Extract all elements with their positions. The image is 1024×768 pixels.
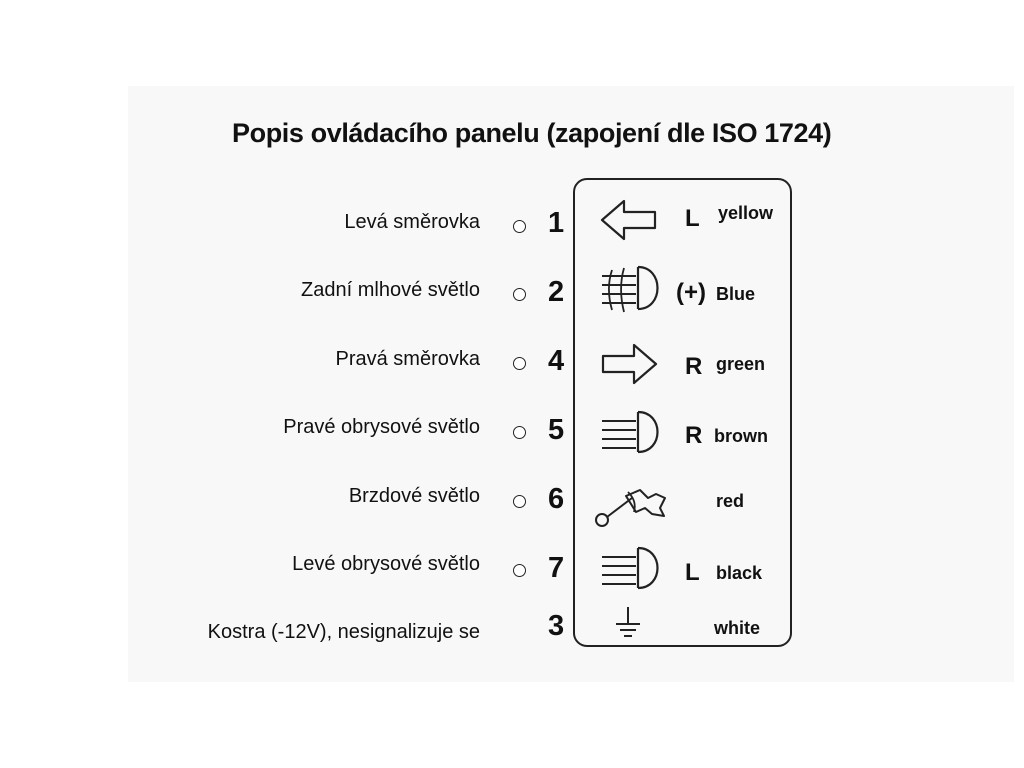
- arrow-left-icon: [598, 197, 660, 243]
- row-label-4: Pravá směrovka: [335, 348, 480, 370]
- wire-color-6: red: [716, 491, 745, 511]
- fog-light-icon: [596, 262, 666, 318]
- wire-color-5: brown: [714, 426, 768, 446]
- side-label-5: R: [685, 422, 703, 449]
- indicator-light-6: [513, 495, 526, 508]
- indicator-light-5: [513, 426, 526, 439]
- row-label-1: Levá směrovka: [344, 211, 480, 233]
- diagram-title: Popis ovládacího panelu (zapojení dle ISO 1724): [232, 118, 832, 148]
- pin-number-7: 7: [548, 552, 565, 584]
- arrow-right-icon: [598, 341, 660, 387]
- row-label-3: Kostra (-12V), nesignalizuje se: [207, 621, 480, 643]
- row-label-5: Pravé obrysové světlo: [283, 416, 480, 438]
- pin-number-3: 3: [548, 610, 565, 642]
- wire-color-3: white: [714, 618, 761, 638]
- indicator-light-1: [513, 220, 526, 233]
- wire-color-7: black: [716, 563, 763, 583]
- side-label-2: (+): [676, 279, 706, 306]
- diagram-background: [128, 86, 1014, 682]
- indicator-light-4: [513, 357, 526, 370]
- wire-color-4: green: [716, 354, 766, 374]
- pin-number-6: 6: [548, 483, 565, 515]
- pin-number-4: 4: [548, 345, 565, 377]
- row-label-6: Brzdové světlo: [348, 485, 480, 507]
- side-label-4: R: [685, 353, 703, 380]
- wire-color-1: yellow: [718, 203, 774, 223]
- ground-icon: [608, 604, 648, 640]
- pin-number-5: 5: [548, 414, 565, 446]
- row-label-7: Levé obrysové světlo: [292, 553, 480, 575]
- brake-pedal-icon: [590, 478, 670, 530]
- wire-color-2: Blue: [716, 284, 756, 304]
- side-label-1: L: [685, 205, 700, 232]
- row-label-2: Zadní mlhové světlo: [301, 279, 480, 301]
- indicator-light-7: [513, 564, 526, 577]
- pin-number-1: 1: [548, 207, 565, 239]
- position-light-icon: [596, 408, 666, 458]
- pin-number-2: 2: [548, 276, 565, 308]
- indicator-light-2: [513, 288, 526, 301]
- position-light-icon: [596, 544, 666, 594]
- side-label-7: L: [685, 559, 700, 586]
